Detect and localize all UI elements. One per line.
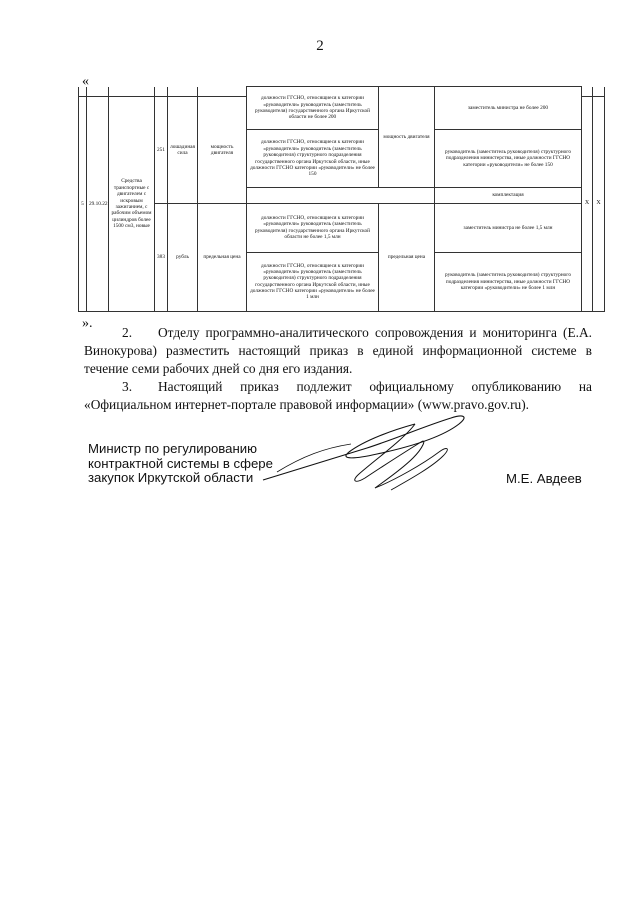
upper-limit-2: руководитель (заместитель руководителя) структурного подразделения министерства, иные должности ГГСНО категории «руководители» не более 150 [435, 130, 582, 188]
lower-characteristic: предельная цена [198, 203, 247, 311]
upper-unit-code: 251 [155, 97, 168, 204]
opening-quote: « [82, 74, 89, 89]
lower-unit-code: 383 [155, 203, 168, 311]
x-mark-2: X [593, 97, 605, 312]
paragraph-2-number: 2. [122, 325, 133, 340]
paragraph-2-text: Отделу программно-аналитического сопровождения и мониторинга (Е.А. Винокурова) разместить настоящий приказ в единой информационной системе в течение семи рабочих дней со дня его издания. [84, 325, 592, 376]
lower-unit-name: рубль [168, 203, 198, 311]
x-mark-1: X [582, 97, 593, 312]
upper-characteristic: мощность двигателя [198, 97, 247, 204]
upper-position-1: должности ГГСНО, относящиеся к категории «руководители» руководитель (заместитель руководителя) государственного органа Иркутской области не более 200 [247, 87, 379, 130]
row-number: 5 [79, 97, 87, 312]
upper-position-2: должности ГГСНО, относящиеся к категории «руководители» руководитель (заместитель руководителя) структурного подразделения государственного органа Иркутской области, иные должности ГГСНО категории «руководители» не более 150 [247, 130, 379, 188]
handwritten-signature [255, 408, 475, 508]
closing-quote: ». [82, 316, 93, 331]
requirements-table [78, 86, 605, 312]
signer-title-line: закупок Иркутской области [88, 470, 254, 485]
config-label: комплектация [435, 188, 582, 204]
paragraph-2 [84, 324, 592, 378]
paragraph-3-text: Настоящий приказ подлежит официальному опубликованию на «Официальном интернет-портале правовой информации» (www.pravo.gov.ru). [84, 379, 592, 412]
signer-title-line: контрактной системы в сфере [88, 455, 273, 471]
okpd2-code: 29.10.22 [87, 97, 109, 312]
upper-unit-name: лошадиная сила [168, 97, 198, 204]
upper-limit-1: заместитель министра не более 200 [435, 87, 582, 130]
lower-position-1: должности ГГСНО, относящиеся к категории «руководители» руководитель (заместитель руководителя) государственного органа Иркутской области не более 1,5 млн [247, 203, 379, 252]
item-name: Средства транспортные с двигателем с искровым зажиганием, с рабочим объемом цилиндров более 1500 см3, новые [109, 97, 155, 312]
lower-value-label: предельная цена [379, 203, 435, 311]
page-number: 2 [316, 38, 324, 54]
lower-limit-2: руководитель (заместитель руководителя) структурного подразделения министерства, иные должности ГГСНО категории «руководители» не более 1 млн [435, 252, 582, 311]
signer-title-line: Министр по регулированию [88, 441, 258, 456]
lower-limit-1: заместитель министра не более 1,5 млн [435, 203, 582, 252]
table-top-row [79, 87, 605, 97]
paragraph-3-number: 3. [122, 379, 133, 394]
upper-value-label: мощность двигателя [379, 87, 435, 188]
lower-position-2: должности ГГСНО, относящиеся к категории «руководители» руководитель (заместитель руководителя) структурного подразделения государственного органа Иркутской области, иные должности ГГСНО категории «руководители» не более 1 млн [247, 252, 379, 311]
signer-name: М.Е. Авдеев [506, 471, 582, 486]
